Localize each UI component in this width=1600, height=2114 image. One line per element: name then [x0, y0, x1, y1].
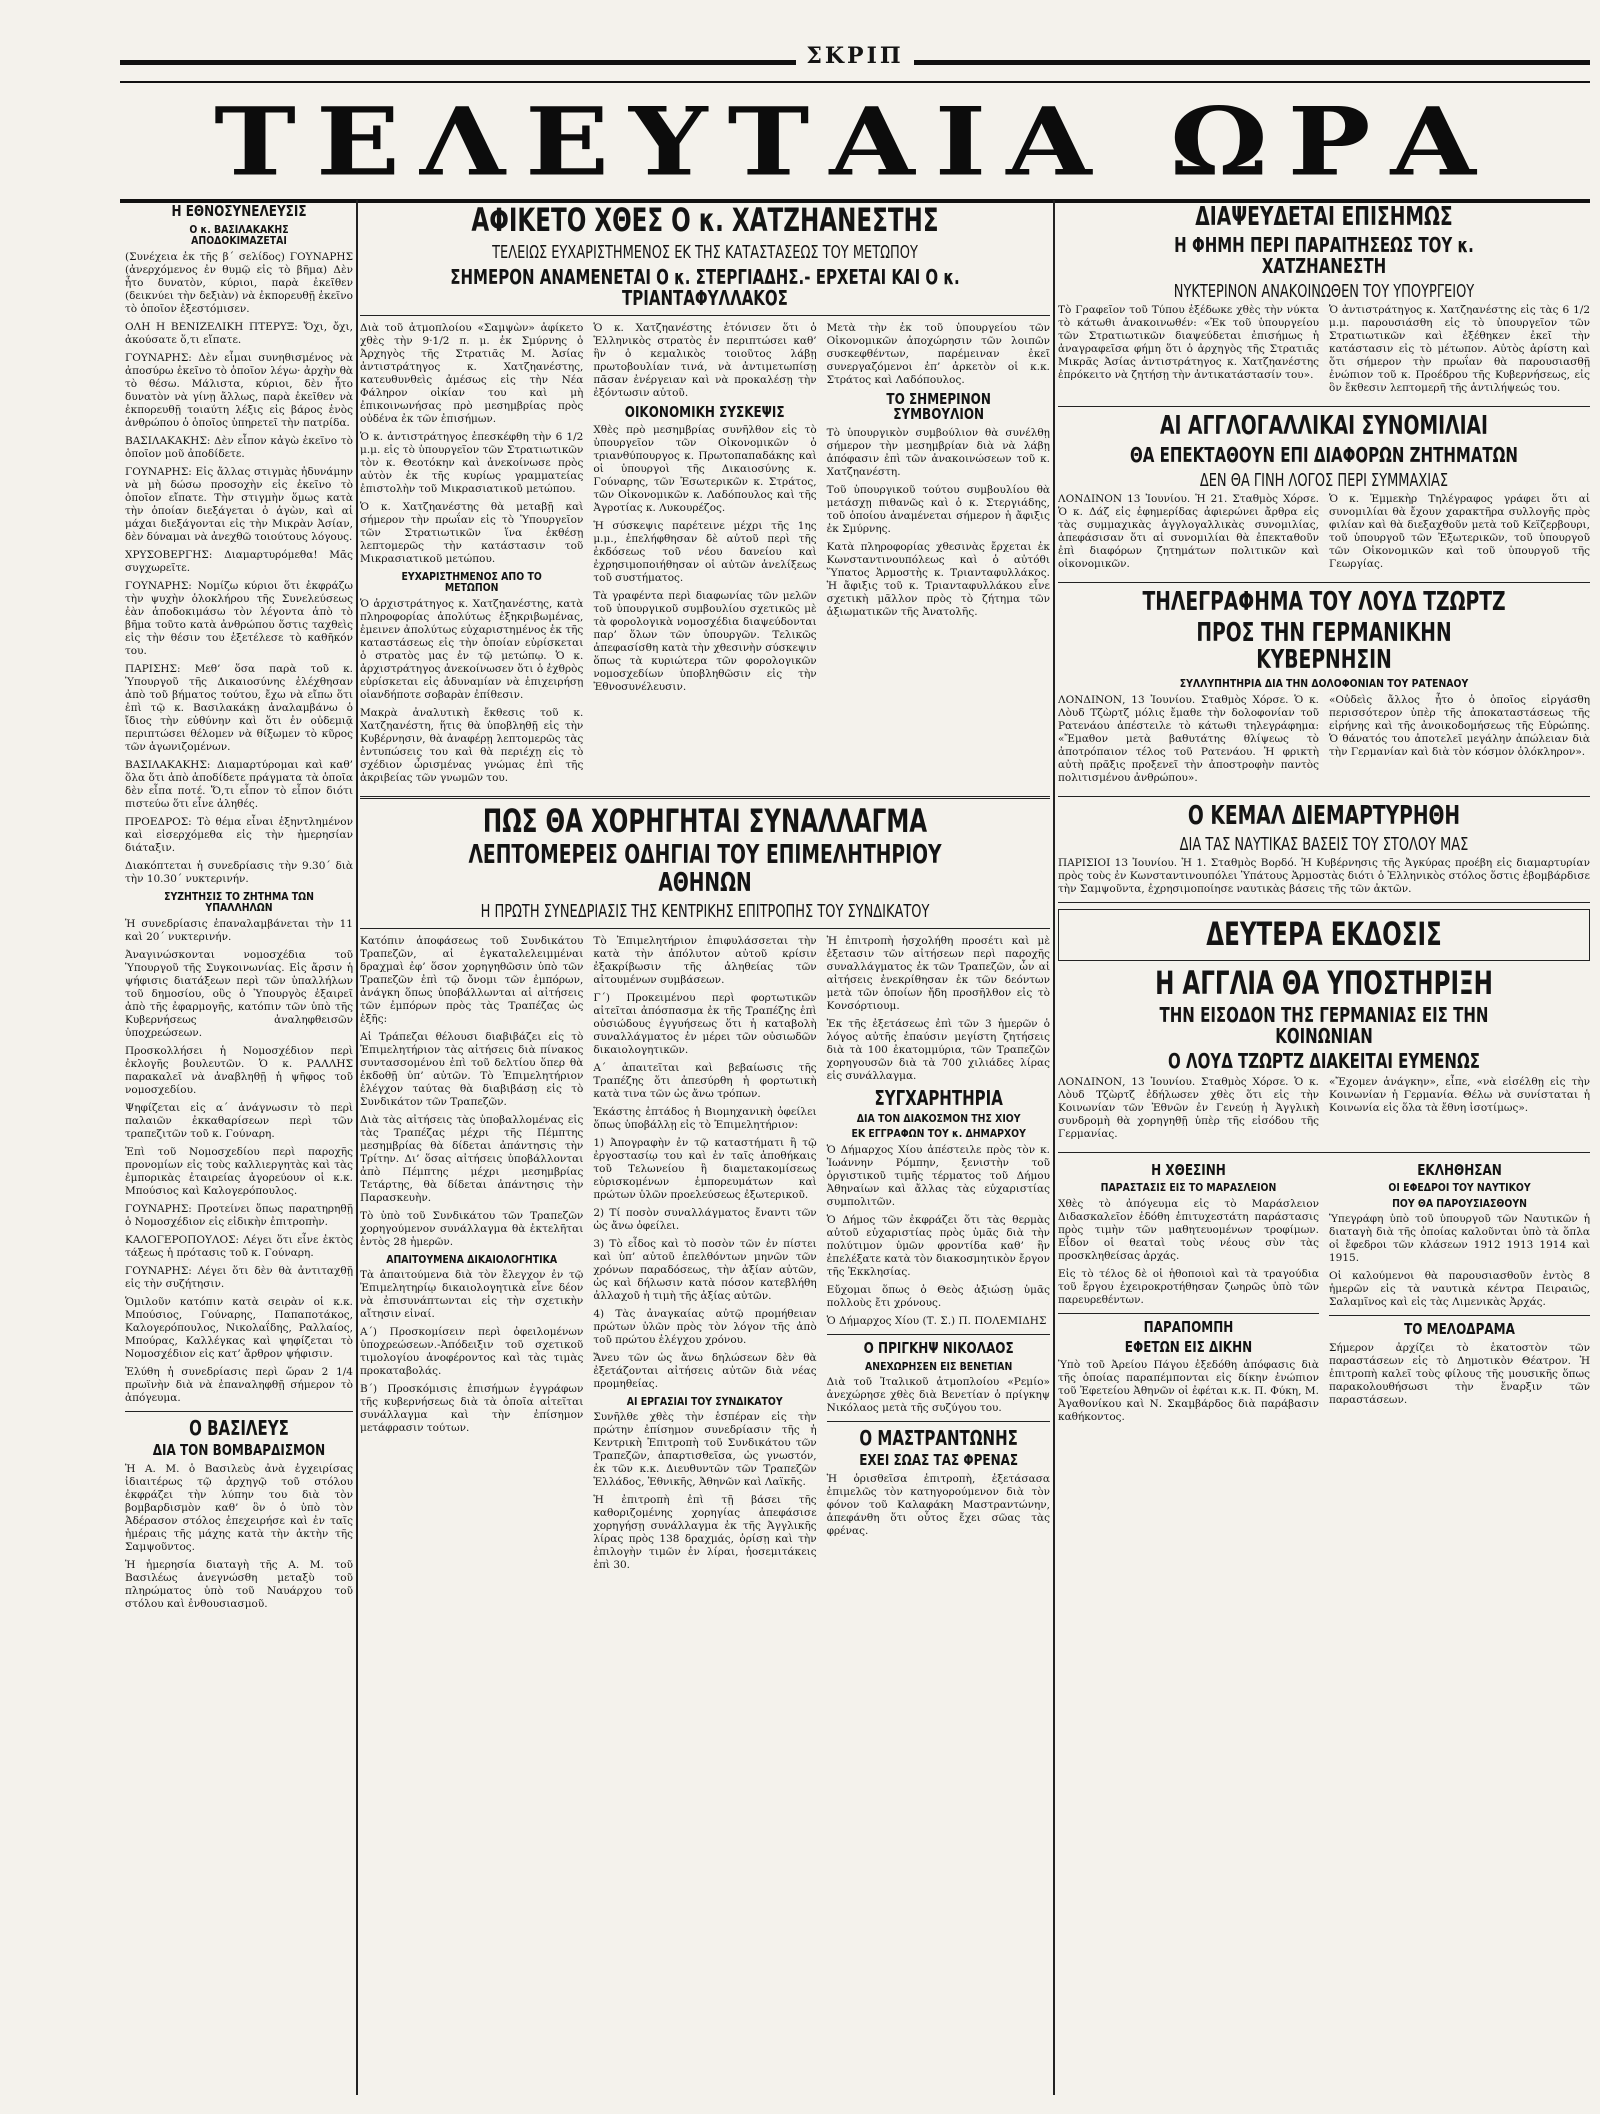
column-divider: [356, 200, 358, 2095]
headline: Η ΧΘΕΣΙΝΗ: [1151, 1160, 1226, 1179]
paragraph: Ὁ ἀντιστράτηγος κ. Χατζηανέστης εἰς τὰς 6 1/2 μ.μ. παρουσιάσθη εἰς τὸ ὑπουργεῖον τῶν Στρατιωτικῶν καὶ ἐξέθηκεν ἐκεῖ τὴν κατάστασιν εἰς τὸ μέτωπον. Αὐτὸς ἀρίστη καὶ ὅτι σήμερον τὴν πρωΐαν θὰ παρουσιασθῇ ἐνώπιον τοῦ κ. Προέδρου τῆς Κυβερνήσεως, εἰς ὃν ἔκθεσιν λεπτομερῆ τῆς ἀντιλήψεώς του.: [1329, 304, 1590, 395]
paragraph: Τὸ ὑπουργικὸν συμβούλιον θὰ συνέλθῃ σήμερον τὴν μεσημβρίαν διὰ νὰ λάβῃ ἀπόφασιν ἐπὶ τῶν ἀνακοινώσεων τοῦ κ. Χατζηανέστη.: [826, 427, 1050, 479]
subheadline: Η ΦΗΜΗ ΠΕΡΙ ΠΑΡΑΙΤΗΣΕΩΣ ΤΟΥ κ. ΧΑΤΖΗΑΝΕΣΤΗ: [1174, 233, 1474, 279]
paragraph: Χθὲς πρὸ μεσημβρίας συνῆλθον εἰς τὸ ὑπουργεῖον τῶν Οἰκονομικῶν ὁ τριανθύπουργος κ. Πρωτοπαπαδάκης καὶ οἱ ὑπουργοὶ τῆς Δικαιοσύνης κ. Γούναρης, τῶν Ἐσωτερικῶν κ. Στράτος, τῶν Οἰκονομικῶν κ. Λαδόπουλος καὶ τῆς Ἀγροτίας κ. Λυκουρέζος.: [593, 424, 817, 515]
paragraph: Ἡ Α. Μ. ὁ Βασιλεὺς ἀνὰ ἐγχειρίσας ἰδιαιτέρως τῷ ἀρχηγῷ τοῦ στόλου ἐκφράζει τὴν λύπην του διὰ τὸν βομβαρδισμὸν καθ’ ὃν ὁ ὑπὸ τὸν Ἀδέρασον στόλος ἐπεχειρήσε καὶ ἐν ταῖς ἡμέραις τῆς μάχης κατὰ τὴν ἀκτὴν τῆς Σαμψοῦντος.: [125, 1462, 353, 1553]
text-column: [1058, 694, 1319, 790]
paragraph: ΠΑΡΙΣΗΣ: Μεθ’ ὅσα παρὰ τοῦ κ. Ὑπουργοῦ τῆς Δικαιοσύνης ἐλέχθησαν ἀπὸ τοῦ βήματος τούτου, ἔχω νὰ εἴπω ὅτι ἐπὶ τῷ κ. Βασιλακάκῃ ἀναλαμβάνω ὁ ἴδιος τὴν εὐθύνην καὶ ὅτι ἐν οὐδεμιᾷ περιπτώσει θέλομεν νὰ θίξωμεν τὸ κῦρος τῶν ἀγωνιζομένων.: [125, 662, 353, 753]
subheadline: ΟΙ ΕΦΕΔΡΟΙ ΤΟΥ ΝΑΥΤΙΚΟΥ: [1388, 1181, 1531, 1195]
paragraph: Ἐπὶ τοῦ Νομοσχεδίου περὶ παροχῆς προνομίων εἰς τοὺς καλλιεργητὰς καὶ τὰς ἐμπορικὰς ἐταιρείας ἀγορεύουν οἱ κ.κ. Μπούσιος καὶ Καλογερόπουλος.: [125, 1145, 353, 1197]
paragraph: Β΄) Προσκόμισις ἐπισήμων ἐγγράφων τῆς κυβερνήσεως διὰ τὰ ὁποῖα αἰτεῖται συνάλλαγμα καὶ τὴν ἐπίσημον μετάφρασιν τούτων.: [360, 1383, 584, 1435]
subheadline: ΑΝΕΧΩΡΗΣΕΝ ΕΙΣ ΒΕΝΕΤΙΑΝ: [864, 1359, 1012, 1373]
subheadline: ΠΑΡΑΣΤΑΣΙΣ ΕΙΣ ΤΟ ΜΑΡΑΣΛΕΙΟΝ: [1100, 1181, 1277, 1195]
paragraph: 1) Ἀπογραφὴν ἐν τῷ καταστήματι ἢ τῷ ἐργοστασίῳ του καὶ ἐν ταῖς ἀποθήκαις τοῦ Τελωνείου ἢ διαμετακομίσεως εὑρισκομένων ἐμπορευμάτων καὶ πρώτων ὑλῶν προελεύσεως ἐξωτερικοῦ.: [593, 1136, 817, 1201]
paragraph: Ὁ κ. Ἐμμεκὴρ Τηλέγραφος γράφει ὅτι αἱ συνομιλίαι θὰ ἔχουν χαρακτῆρα συλλογῆς πρὸς φιλίαν καὶ θὰ διεξαχθοῦν μετὰ τοῦ Κεϊζερβουρι, τοῦ ὑπουργοῦ τῶν Ἐξωτερικῶν, τοῦ ὑπουργοῦ τῶν Οἰκονομικῶν καὶ τοῦ ὑπουργοῦ τῆς Γεωργίας.: [1329, 492, 1590, 570]
middle-column: [360, 200, 1050, 2105]
paragraph: Ἑκάστης ἑπτάδος ἡ Βιομηχανικὴ ὀφείλει ὅπως ὑποβάλλῃ εἰς τὸ Ἐπιμελητήριον:: [593, 1105, 817, 1131]
subheadline: ΣΥΛΛΥΠΗΤΗΡΙΑ ΔΙΑ ΤΗΝ ΔΟΛΟΦΟΝΙΑΝ ΤΟΥ ΡΑΤΕΝΑΟΥ: [1179, 677, 1469, 691]
right-column: [1058, 200, 1590, 2105]
text-column: [593, 322, 816, 790]
headline: ΠΑΡΑΠΟΜΠΗ: [1143, 1317, 1234, 1336]
paragraph: Ψηφίζεται εἰς α΄ ἀνάγνωσιν τὸ περὶ παλαιῶν ἐκκαθαρίσεων περὶ τῶν τραπεζιτῶν τοῦ κ. Γούναρη.: [125, 1101, 353, 1140]
paragraph: Ἡ ὁρισθεῖσα ἐπιτροπὴ, ἐξετάσασα ἐπιμελῶς τὸν κατηγορούμενον διὰ τὸν φόνον τοῦ Καλαφάκη Μαστραντώνην, ἀπεφάνθη ὅτι οὗτος ἔχει σῶας τὰς φρένας.: [826, 1473, 1050, 1538]
headline: Ο ΜΑΣΤΡΑΝΤΩΝΗΣ: [859, 1426, 1018, 1451]
headline: Η ΑΓΓΛΙΑ ΘΑ ΥΠΟΣΤΗΡΙΞΗ: [1155, 963, 1493, 1002]
masthead: [120, 43, 1590, 200]
subheadline: Ο ΛΟΥΔ ΤΖΩΡΤΖ ΔΙΑΚΕΙΤΑΙ ΕΥΜΕΝΩΣ: [1168, 1048, 1480, 1073]
headline: ΑΙ ΑΓΓΛΟΓΑΛΛΙΚΑΙ ΣΥΝΟΜΙΛΙΑΙ: [1160, 411, 1488, 442]
text-column: [827, 935, 1050, 1578]
column-divider: [1053, 200, 1055, 2095]
paragraph: ΒΑΣΙΛΑΚΑΚΗΣ: Διαμαρτύρομαι καὶ καθ’ ὅλα ὅτι ἀπὸ ἀποδίδετε πράγματα τὰ ὁποῖα δὲν εἶπα ποτέ. Ὅ,τι εἶπον τὸ εἶπον διότι πιστεύω ὅτι εἶνε ἀληθές.: [125, 758, 353, 810]
divider: [360, 796, 1050, 799]
paragraph: Ὑπὸ τοῦ Ἀρείου Πάγου ἐξεδόθη ἀπόφασις διὰ τῆς ὁποίας παραπέμπονται εἰς δίκην ἐνώπιον τοῦ Ἐφετείου Ἀθηνῶν οἱ ἐφέται κ.κ. Π. Φύκη, Μ. Ἀγαθονίκου καὶ Ν. Σκαμβάρδος διὰ παράβασιν καθήκοντος.: [1058, 1359, 1319, 1424]
second-edition-box: [1058, 909, 1590, 961]
headline: ΣΥΓΧΑΡΗΤΗΡΙΑ: [874, 1085, 1003, 1110]
article-columns: [360, 935, 1050, 1578]
subheadline: ΕΥΧΑΡΙΣΤΗΜΕΝΟΣ ΑΠΟ ΤΟ ΜΕΤΩΠΟΝ: [401, 569, 542, 595]
subheadline: ΘΑ ΕΠΕΚΤΑΘΟΥΝ ΕΠΙ ΔΙΑΦΟΡΩΝ ΖΗΤΗΜΑΤΩΝ: [1130, 442, 1518, 467]
paragraph: Ὁ Δήμαρχος Χίου (Τ. Σ.) Π. ΠΟΛΕΜΙΔΗΣ: [826, 1314, 1047, 1327]
paragraph: Ὁμιλοῦν κατόπιν κατὰ σειρὰν οἱ κ.κ. Μπούσιος, Γούναρης, Παπαποτάκος, Καλογερόπουλος, Νικολαΐδης, Ραλλαίος, Μπούρας, Καλλέγκας καὶ ψηφίζεται τὸ Νομοσχέδιον εἰς κατ’ ἄρθρον ψήφισιν.: [125, 1295, 353, 1360]
paragraph: ΠΑΡΙΣΙΟΙ 13 Ἰουνίου. Ἡ 1. Σταθμὸς Βορδό. Ἡ Κυβέρνησις τῆς Ἀγκύρας προέβη εἰς διαμαρτυρίαν πρὸς τοὺς ἐν Κωνσταντινουπόλει Ὑπάτους Ἁρμοστὰς διότι ὁ Ἑλληνικὸς στόλος ὅστις ἐβομβάρδισε τὴν Σαμψοῦντα, ἐχρησιμοποίησε ναυτικὰς βάσεις τῆς τῶν ἀκτῶν.: [1058, 857, 1590, 896]
headline: Ο ΒΑΣΙΛΕΥΣ: [189, 1415, 289, 1440]
text-column: [1329, 1076, 1590, 1146]
text-column: [1329, 694, 1590, 790]
paragraph: Διὰ τοῦ ἀτμοπλοίου «Σαμψὼν» ἀφίκετο χθὲς τὴν 9·1/2 π. μ. ἐκ Σμύρνης ὁ Ἀρχηγὸς τῆς Στρατιᾶς Μ. Ἀσίας ἀντιστράτηγος κ. Χατζηανέστης, κατευθυνθεὶς ἀμέσως εἰς τὴν Νέα Φάληρον οἰκίαν του καὶ μὴ ἐπικοινωνήσας πρὸ μεσημβρίας πρὸς οὐδένα ἐκ τῶν ἐπισήμων.: [360, 321, 584, 425]
text-column: [1329, 304, 1590, 400]
subheadline: ΔΕΝ ΘΑ ΓΙΝΗ ΛΟΓΟΣ ΠΕΡΙ ΣΥΜΜΑΧΙΑΣ: [1199, 469, 1449, 491]
headline: ΔΕΥΤΕΡΑ ΕΚΔΟΣΙΣ: [1206, 915, 1442, 954]
headline: ΠΩΣ ΘΑ ΧΟΡΗΓΗΤΑΙ ΣΥΝΑΛΛΑΓΜΑ: [482, 801, 928, 840]
paragraph: (Συνέχεια ἐκ τῆς β΄ σελίδος) ΓΟΥΝΑΡΗΣ (ἀνερχόμενος ἐν θυμῷ εἰς τὸ βῆμα) Δὲν ἦτο δυνατὸν, κύριοι, παρὰ ἐκεῖθεν (δεικνύει τὴν δεξιὰν) νὰ ἐκπορευθῇ ἐκεῖνο τὸ ὁποῖον ἐξεστόμισεν.: [125, 250, 353, 315]
paragraph: Κατόπιν ἀποφάσεως τοῦ Συνδικάτου Τραπεζῶν, αἱ ἐγκαταλελειμμέναι δραχμαὶ ἐφ’ ὅσον χορηγηθῶσιν ὑπὸ τῶν Τραπεζῶν ἐπὶ τῷ ὄνομι τῶν ἐμπόρων, ἀνάγκη ὅπως ὑποβάλλωνται αἱ αἰτήσεις τῶν ἐμπόρων πρὸς τὰς Τραπέζας ὡς ἑξῆς:: [360, 934, 584, 1025]
subheadline: ΝΥΚΤΕΡΙΝΟΝ ΑΝΑΚΟΙΝΩΘΕΝ ΤΟΥ ΥΠΟΥΡΓΕΙΟΥ: [1173, 281, 1475, 303]
subheadline: ΔΙΑ ΤΟΝ ΒΟΜΒΑΡΔΙΣΜΟΝ: [152, 1440, 326, 1459]
paragraph: Σήμερον ἀρχίζει τὸ ἑκατοστὸν τῶν παραστάσεων εἰς τὸ Δημοτικὸν Θέατρον. Ἡ ἐπιτροπὴ καλεῖ τοὺς φίλους τῆς μουσικῆς ὅπως παρακολουθήσωσι τὴν ἔναρξιν τῶν παραστάσεων.: [1329, 1342, 1590, 1407]
paragraph: Διὰ τοῦ Ἰταλικοῦ ἀτμοπλοίου «Ρεμίο» ἀνεχώρησε χθὲς διὰ Βενετίαν ὁ πρίγκηψ Νικόλαος μετὰ τῆς συζύγου του.: [826, 1376, 1050, 1415]
paragraph: Χθὲς τὸ ἀπόγευμα εἰς τὸ Μαράσλειον Διδασκαλεῖον ἐδόθη ἐπιτυχεστάτη παράστασις πρὸς τιμὴν τῶν μαθητευομένων τροφίμων. Εἶδον οἱ θεαταὶ τοὺς νέους σὺν τὰς προσκληθείσας ἀρχάς.: [1058, 1197, 1319, 1262]
article-columns: [1058, 493, 1590, 576]
paragraph: Ἀναγινώσκονται νομοσχέδια τοῦ Ὑπουργοῦ τῆς Συγκοινωνίας. Εἰς ἄρσιν ἡ ψήφισις διατάξεων περὶ τῶν ὑπαλλήλων τοῦ δημοσίου, οὓς ὁ Ὑπουργὸς ἐξαιρεῖ ἀπὸ τῆς ἐφαρμογῆς, κατόπιν τῶν ὑπὸ τῆς Κυβερνήσεως ἀναληφθεισῶν ὑποχρεώσεων.: [125, 948, 353, 1039]
text-column: [1058, 1159, 1319, 1430]
text-column: [593, 935, 816, 1578]
divider: [827, 1334, 1050, 1335]
paragraph: Ἐλύθη ἡ συνεδρίασις περὶ ὥραν 2 1/4 πρωϊνὴν διὰ νὰ ἐπαναληφθῇ σήμερον τὸ ἀπόγευμα.: [125, 1365, 353, 1404]
paragraph: Ἡ ἡμερησία διαταγὴ τῆς Α. Μ. τοῦ Βασιλέως ἀνεγνώσθη μεταξὺ τοῦ πληρώματος ὑπὸ τοῦ Ναυάρχου τοῦ στόλου καὶ ἐνθουσιασμοῦ.: [125, 1558, 353, 1610]
paragraph: Προσκολλήσει ἡ Νομοσχέδιον περὶ ἐκλογῆς βουλευτῶν. Ὁ κ. ΡΑΛΛΗΣ παρακαλεῖ νὰ ἀναβληθῇ ἡ ψῆφος τοῦ νομοσχεδίου.: [125, 1044, 353, 1096]
paragraph: Ὁ Δήμος τῶν ἐκφράζει ὅτι τὰς θερμὰς αὐτοῦ εὐχαριστίας πρὸς ὑμᾶς διὰ τὴν πολύτιμον ὑμῶν φροντίδα καθ’ ἣν ἐπελέξατε κατὰ τὸν διακοσμητικὸν ἔργον τῆς Ἐκκλησίας.: [826, 1213, 1050, 1278]
paragraph: Ἄνευ τῶν ὡς ἄνω δηλώσεων δὲν θὰ ἐξετάζονται αἰτήσεις αὐτῶν διὰ νέας προμηθείας.: [593, 1351, 817, 1390]
paragraph: Διακόπτεται ἡ συνεδρίασις τὴν 9.30΄ διὰ τὴν 10.30΄ νυκτερινήν.: [125, 859, 353, 885]
paragraph: ΓΟΥΝΑΡΗΣ: Λέγει ὅτι δὲν θὰ ἀντιταχθῇ εἰς τὴν συζήτησιν.: [125, 1264, 353, 1290]
divider: [1058, 796, 1590, 797]
article-columns: [1058, 1076, 1590, 1146]
paragraph: Ἡ ἐπιτροπὴ ἠσχολήθη προσέτι καὶ μὲ ἐξετασιν τῶν αἰτήσεων περὶ παροχῆς συναλλάγματος ἐκ τῶν Τραπεζῶν, ὧν αἱ αἰτήσεις ἐνεκρίθησαν ἐκ τῶν δεόντων μετὰ τῶν ὁποίων ἤδη προσῆλθον εἰς τὸ Κονσόρτιουμ.: [826, 934, 1050, 1012]
paragraph: Τὸ ὑπὸ τοῦ Συνδικάτου τῶν Τραπεζῶν χορηγούμενον συνάλλαγμα θὰ ἐκτελῆται ἐντὸς 28 ἡμερῶν.: [360, 1209, 584, 1248]
subheadline: ΕΚ ΕΓΓΡΑΦΩΝ ΤΟΥ κ. ΔΗΜΑΡΧΟΥ: [851, 1127, 1026, 1141]
headline: Ο ΚΕΜΑΛ ΔΙΕΜΑΡΤΥΡΗΘΗ: [1187, 801, 1461, 832]
divider: [125, 1411, 353, 1412]
subheadline: Ο κ. ΒΑΣΙΛΑΚΑΚΗΣ ΑΠΟΔΟΚΙΜΑΖΕΤΑΙ: [189, 222, 289, 248]
paragraph: Ὁ Δήμαρχος Χίου ἀπέστειλε πρὸς τὸν κ. Ἰωάννην Ρόμπην, ξενιστὴν τοῦ ὁργιστικοῦ τιμῆς τέρματος τοῦ Δήμου Ἀθηναίων καὶ ἄλλας τὰς εὐχαριστίας συμπολιτῶν.: [826, 1143, 1050, 1208]
subheadline: ΕΦΕΤΩΝ ΕΙΣ ΔΙΚΗΝ: [1124, 1337, 1253, 1356]
paragraph: ΓΟΥΝΑΡΗΣ: Δὲν εἶμαι συνηθισμένος νὰ ἀποσύρω ἐκεῖνο τὸ ὁποῖον λέγω· ἀρχὴν θὰ τὸ θέσω. Μάλιστα, κύριοι, δὲν ἦτο δυνατὸν νὰ γίνῃ ἄλλως, παρὰ ἐκεῖθεν νὰ ἐκπορευθῇ τοιαύτη λέξις εἰς βάρος ἑνὸς ἀνθρώπου ὁ ὁποῖος ὑπηρετεῖ τὴν πατρίδα.: [125, 351, 353, 429]
headline: Η ΕΘΝΟΣΥΝΕΛΕΥΣΙΣ: [171, 202, 307, 220]
divider: [1058, 406, 1590, 407]
paragraph: Κατὰ πληροφορίας χθεσινὰς ἔρχεται ἐκ Κωνσταντινουπόλεως καὶ ὁ αὐτόθι Ὕπατος Ἁρμοστὴς κ. Τριανταφυλλάκος. Ἡ ἄφιξις τοῦ κ. Τριανταφυλλάκου εἶνε σχετικὴ μᾶλλον πρὸς τὸ ζήτημα τῶν ἀξιωματικῶν τῆς Ἀνατολῆς.: [826, 541, 1050, 619]
paragraph: Ὁ κ. ἀντιστράτηγος ἐπεσκέφθη τὴν 6 1/2 μ.μ. εἰς τὸ ὑπουργεῖον τῶν Στρατιωτικῶν τὸν κ. Θεοτόκην καὶ ἀνεκοίνωσε πρὸς αὐτὸν ἐκ τῆς κυρίως γραμματείας ἐπιστολὴν τοῦ Μικρασιατικοῦ μετώπου.: [360, 430, 584, 495]
divider: [1058, 902, 1590, 903]
text-column: [360, 935, 583, 1578]
paragraph: Α΄) Προσκομίσειν περὶ ὀφειλομένων ὑποχρεώσεων.-Ἀπόδειξιν τοῦ σχετικοῦ τιμολογίου ἀνοφέροντος καὶ τὰς τιμὰς προκαταβολάς.: [360, 1326, 584, 1378]
text-column: [1058, 1076, 1319, 1146]
paragraph: ΓΟΥΝΑΡΗΣ: Εἰς ἄλλας στιγμὰς ἠδυνάμην νὰ μὴ δώσω προσοχὴν εἰς ἐκεῖνο τὸ ὁποῖον εἴπατε. Τὴν στιγμὴν ὅμως κατὰ τὴν ὁποίαν διεξάγεται ὁ ἀγὼν, καὶ αἱ μάχαι διεξάγονται εἰς τὴν Μικρὰν Ἀσίαν, δὲν δύναμαι νὰ ἀνεχθῶ τοιούτους λόγους.: [125, 465, 353, 543]
headline: ΔΙΑΨΕΥΔΕΤΑΙ ΕΠΙΣΗΜΩΣ: [1195, 202, 1453, 232]
paragraph: ΟΛΗ Η ΒΕΝΙΖΕΛΙΚΗ ΠΤΕΡΥΞ: Ὄχι, ὄχι, ἀκούσατε ὅ,τι εἴπατε.: [125, 320, 353, 346]
headline: ΑΦΙΚΕΤΟ ΧΘΕΣ Ο κ. ΧΑΤΖΗΑΝΕΣΤΗΣ: [471, 201, 939, 239]
left-column: [125, 200, 353, 2105]
paragraph: ΒΑΣΙΛΑΚΑΚΗΣ: Δὲν εἶπον κἀγὼ ἐκεῖνο τὸ ὁποῖον μοῦ ἀποδίδετε.: [125, 434, 353, 460]
paragraph: «Οὐδεὶς ἄλλος ἦτο ὁ ὁποῖος εἰργάσθη περισσότερον ὑπὲρ τῆς ἀποκαταστάσεως τῆς εἰρήνης καὶ τῆς ἀνοικοδομήσεως τῆς Εὐρώπης. Ὁ θάνατός του ἀποτελεῖ μεγάλην ἀπώλειαν διὰ τὴν Γερμανίαν καὶ διὰ τὸν κόσμον ὁλόκληρον».: [1329, 694, 1590, 759]
headline: ΕΚΛΗΘΗΣΑΝ: [1417, 1160, 1502, 1179]
subheadline: Η ΠΡΩΤΗ ΣΥΝΕΔΡΙΑΣΙΣ ΤΗΣ ΚΕΝΤΡΙΚΗΣ ΕΠΙΤΡΟΠΗΣ ΤΟΥ ΣΥΝΔΙΚΑΤΟΥ: [480, 900, 930, 922]
paragraph: ΛΟΝΔΙΝΟΝ 13 Ἰουνίου. Ἡ 21. Σταθμὸς Χόρσε. Ὁ κ. Δάζ εἰς ἐφημερίδας ἀφιερώνει ἄρθρα εἰς τὰς συμμαχικὰς ἀγγλογαλλικὰς συνομιλίας, ἀπεφάσισαν ὅτι αἱ συνομιλίαι θὰ ἐπεκταθοῦν ἐπὶ διαφόρων ζητημάτων πολιτικῶν καὶ οἰκονομικῶν.: [1058, 492, 1319, 570]
paragraph: 2) Τί ποσὸν συναλλάγματος ἔναντι τῶν ὡς ἄνω ὀφείλει.: [593, 1206, 817, 1232]
masthead-top-rule: [120, 43, 1590, 83]
paragraph: Ἡ ἐπιτροπὴ ἐπὶ τῇ βάσει τῆς καθοριζομένης χορηγίας ἀπεφάσισε χορηγήσῃ συνάλλαγμα ἐκ τῆς Ἀγγλικῆς λίρας πρὸς 138 δραχμάς, ὁρίσῃ καὶ τὴν ἐπιλογὴν τιμῶν ἐν λίραι, ἠοσεμιτάκεις ἐπὶ 30.: [593, 1494, 817, 1572]
paragraph: Διὰ τὰς αἰτήσεις τὰς ὑποβαλλομένας εἰς τὰς Τραπέζας μέχρι τῆς Πέμπτης μεσημβρίας θὰ δίδεται ἀπάντησις τὴν Τρίτην. Δι’ ὅσας αἰτήσεις ὑποβάλλονται ἀπὸ Πέμπτης μέχρι μεσημβρίας Τετάρτης, θὰ δίδεται ἀπάντησις τὴν Παρασκευὴν.: [360, 1113, 584, 1204]
paragraph: Ὑπεγράφη ὑπὸ τοῦ ὑπουργοῦ τῶν Ναυτικῶν ἡ διαταγὴ διὰ τῆς ὁποίας καλοῦνται ὑπὸ τὰ ὅπλα οἱ ἔφεδροι τῶν κλάσεων 1912 1913 1914 καὶ 1915.: [1329, 1213, 1590, 1265]
headline: ΤΟ ΣΗΜΕΡΙΝΟΝ ΣΥΜΒΟΥΛΙΟΝ: [886, 389, 991, 424]
subheadline: ΤΗΝ ΕΙΣΟΔΟΝ ΤΗΣ ΓΕΡΜΑΝΙΑΣ ΕΙΣ ΤΗΝ ΚΟΙΝΩΝΙΑΝ: [1159, 1002, 1489, 1048]
article-columns: [1058, 694, 1590, 790]
headline: ΣΥΖΗΤΗΣΙΣ ΤΟ ΖΗΤΗΜΑ ΤΩΝ ΥΠΑΛΛΗΛΩΝ: [164, 889, 314, 915]
paragraph: Εὔχομαι ὅπως ὁ Θεὸς ἀξιώσῃ ὑμᾶς πολλοὺς ἔτι χρόνους.: [826, 1283, 1050, 1309]
paragraph: Ὁ ἀρχιστράτηγος κ. Χατζηανέστης, κατὰ πληροφορίας ἀπολύτως ἐξηκριβωμένας, ἐμεινεν ἀπολύτως εὐχαριστημένος ἐκ τῆς καταστάσεως εἰς τὴν ὁποίαν εὑρίσκεται ὁ στρατὸς μας ἐν τῷ μετώπῳ. Ὁ κ. ἀρχιστράτηγος ἀνεκοίνωσεν ὅτι ὁ ἐχθρὸς εὑρίσκεται εἰς ἀδυναμίαν νὰ ἐπιχειρήσῃ οἱανδήποτε σοβαρὰν ἐπίθεσιν.: [360, 597, 584, 701]
paragraph: Ὁ κ. Χατζηανέστης θὰ μεταβῇ καὶ σήμερον τὴν πρωΐαν εἰς τὸ Ὑπουργεῖον τῶν Στρατιωτικῶν ἵνα ἐκθέσῃ λεπτομερῶς τὴν κατάστασιν τοῦ Μικρασιατικοῦ μετώπου.: [360, 500, 584, 565]
paragraph: Τὰ γραφέντα περὶ διαφωνίας τῶν μελῶν τοῦ ὑπουργικοῦ συμβουλίου σχετικῶς μὲ τὰ φορολογικὰ νομοσχέδια διαψεύδονται παρ’ ὅλων τῶν ὑπουργῶν. Τελικῶς ἀπεφασίσθη κατὰ τὴν χθεσινὴν σύσκεψιν ὅπως τὰ κυριώτερα τῶν φορολογικῶν νομοσχεδίων ὑποβληθῶσιν εἰς τὴν Ἐθνοσυνέλευσιν.: [593, 590, 817, 694]
text-column: [827, 322, 1050, 790]
headline: ΟΙΚΟΝΟΜΙΚΗ ΣΥΣΚΕΨΙΣ: [625, 402, 785, 421]
paragraph: ΧΡΥΣΟΒΕΡΓΗΣ: Διαμαρτυρόμεθα! Μᾶς συγχωρεῖτε.: [125, 548, 353, 574]
paragraph: Ὁ κ. Χατζηανέστης ἐτόνισεν ὅτι ὁ Ἑλληνικὸς στρατὸς ἐν περιπτώσει καθ’ ἣν ὁ κεμαλικὸς τοιοῦτος λάβῃ πρωτοβουλίαν τινά, νὰ ἀντιμετωπίσῃ πᾶσαν ἐνέργειαν καὶ νὰ προκαλέσῃ τὴν ἐξόντωσιν αὐτοῦ.: [593, 321, 817, 399]
paragraph: ΓΟΥΝΑΡΗΣ: Προτείνει ὅπως παρατηρηθῇ ὁ Νομοσχέδιον εἰς εἰδικὴν ἐπιτροπὴν.: [125, 1202, 353, 1228]
paragraph: Τὸ Γραφεῖον τοῦ Τύπου ἐξέδωκε χθὲς τὴν νύκτα τὸ κάτωθι ἀνακοινωθέν: «Ἐκ τοῦ ὑπουργείου τῶν Στρατιωτικῶν διαψεύδεται ἐπισήμως ἡ ἀναγραφεῖσα φήμη ὅτι ὁ ἀρχηγὸς τῆς Στρατιᾶς Μικρᾶς Ἀσίας ἀντιστράτηγος κ. Χατζηανέστης ἐπρόκειτο νὰ ζητήσῃ τὴν ἀντικατάστασίν του».: [1058, 304, 1319, 382]
article-columns: [360, 322, 1050, 790]
divider: [360, 928, 1050, 929]
newspaper-name: ΣΚΡΙΠ: [796, 43, 913, 69]
paragraph: Τὰ ἀπαιτούμενα διὰ τὸν ἔλεγχον ἐν τῷ Ἐπιμελητηρίῳ δικαιολογητικὰ εἶνε δέον νὰ ἐπισυνάπτωνται εἰς τὴν σχετικὴν αἴτησιν εἰναί.: [360, 1269, 584, 1321]
paragraph: Μακρὰ ἀναλυτικὴ ἔκθεσις τοῦ κ. Χατζηανέστη, ἥτις θὰ ὑποβληθῇ εἰς τὴν Κυβέρνησιν, θὰ ἀναφέρῃ λεπτομερῶς τὰς ἐντυπώσεις του καὶ θὰ περιέχῃ εἰς τὸ σχέδιον ὧρισμένας γνώμας ἐπὶ τῆς ἀκριβείας τῶν γνωμῶν του.: [360, 706, 584, 784]
paragraph: Μετὰ τὴν ἐκ τοῦ ὑπουργείου τῶν Οἰκονομικῶν ἀποχώρησιν τῶν λοιπῶν συσκεφθέντων, παρέμειναν ἐκεῖ συνεργαζόμενοι ἐπ’ ἀρκετὸν οἱ κ.κ. Στράτος καὶ Λαδόπουλος.: [826, 321, 1050, 386]
text-column: [1329, 1159, 1590, 1430]
text-column: [360, 322, 583, 790]
paragraph: Ἡ σύσκεψις παρέτεινε μέχρι τῆς 1ης μ.μ., ἐπελήφθησαν δὲ αὐτοῦ περὶ τῆς ἐκδόσεως τοῦ νέου δανείου καὶ ἐχρησιμοποιήθησαν οἱ αὐτῶν ἀνελίξεως τοῦ συστήματος.: [593, 520, 817, 585]
paragraph: Γ΄) Προκειμένου περὶ φορτωτικῶν αἰτεῖται ἀπόσπασμα ἐκ τῆς Τραπέζης ἐπὶ οὐσιώδους ἐγγυήσεως ὅτι ἡ καταβολὴ συναλλάγματος ἐν μέρει τῶν οὐσιωδῶν δικαιολογητικῶν.: [593, 991, 817, 1056]
paragraph: Τὸ Ἐπιμελητήριον ἐπιφυλάσσεται τὴν κατὰ τὴν ἀπόλυτον αὐτοῦ κρίσιν ἐξακρίβωσιν τῆς ἀληθείας τῶν αἰτουμένων συμβάσεων.: [593, 934, 817, 986]
text-column: [1058, 304, 1319, 400]
paragraph: Συνῆλθε χθὲς τὴν ἑσπέραν εἰς τὴν πρώτην ἐπίσημον συνεδρίασιν τῆς ἡ Κεντρικὴ Ἐπιτροπὴ τοῦ Συνδικάτου τῶν Τραπεζῶν, ἀπαρτισθεῖσα, ὡς γνωστόν, ἐκ τῶν κ.κ. Διευθυντῶν τῶν Τραπεζῶν Ἑλλάδος, Ἐθνικῆς, Ἀθηνῶν καὶ Λαϊκῆς.: [593, 1411, 817, 1489]
article-columns: [1058, 1159, 1590, 1430]
subheadline: ΔΙΑ ΤΟΝ ΔΙΑΚΟΣΜΟΝ ΤΗΣ ΧΙΟΥ: [856, 1111, 1021, 1125]
subheadline: ΠΟΥ ΘΑ ΠΑΡΟΥΣΙΑΣΘΟΥΝ: [1392, 1196, 1527, 1210]
paragraph: Ἡ συνεδρίασις ἐπαναλαμβάνεται τὴν 11 καὶ 20΄ νυκτερινήν.: [125, 917, 353, 943]
paragraph: ΠΡΟΕΔΡΟΣ: Τὸ θέμα εἶναι ἐξηντλημένον καὶ εἰσερχόμεθα εἰς τὴν ἡμερησίαν διάταξιν.: [125, 815, 353, 854]
paragraph: «Ἔχομεν ἀνάγκην», εἶπε, «νὰ εἰσέλθῃ εἰς τὴν Κοινωνίαν ἡ Γερμανία. Θέλω νὰ συνίσταται ἡ Κοινωνία εἰς ὅλα τὰ ἔθνη ἰσοτίμως».: [1329, 1075, 1590, 1114]
paragraph: Εἰς τὸ τέλος δὲ οἱ ἡθοποιοὶ καὶ τὰ τραγούδια τοῦ ἔργου ἐχειροκροτήθησαν ζωηρῶς ὑπὸ τῶν παρευρεθέντων.: [1058, 1267, 1319, 1306]
divider: [1058, 1152, 1590, 1153]
paragraph: Τοῦ ὑπουργικοῦ τούτου συμβουλίου θὰ μετάσχῃ πιθανῶς καὶ ὁ κ. Στεργιάδης, τοῦ ὁποίου ἀναμένεται σήμερον ἡ ἄφιξις ἐκ Σμύρνης.: [826, 484, 1050, 536]
paragraph: ΚΑΛΟΓΕΡΟΠΟΥΛΟΣ: Λέγει ὅτι εἶνε ἐκτὸς τάξεως ἡ πρότασις τοῦ κ. Γούναρη.: [125, 1233, 353, 1259]
text-column: [1058, 493, 1319, 576]
subheadline: ΠΡΟΣ ΤΗΝ ΓΕΡΜΑΝΙΚΗΝ ΚΥΒΕΡΝΗΣΙΝ: [1196, 617, 1452, 676]
headline: Ο ΠΡΙΓΚΗΨ ΝΙΚΟΛΑΟΣ: [863, 1338, 1014, 1357]
paragraph: Ἐκ τῆς ἐξετάσεως ἐπὶ τῶν 3 ἡμερῶν ὁ λόγος αὐτῆς ἐπαύσιν μεγίστη ζητήσεις διὰ τὰ 100 ἐκατομμύρια, τῶν Τραπεζῶν χορηγουσῶν διὰ τὰ 700 χιλιάδες λίρας εἰς συνάλλαγμα.: [826, 1017, 1050, 1082]
paragraph: Α΄ ἀπαιτεῖται καὶ βεβαίωσις τῆς Τραπέζης ὅτι ἀπεσύρθη ἡ φορτωτικὴ κατὰ τινα τῶν ὡς ἄνω τρόπων.: [593, 1061, 817, 1100]
paragraph: Οἱ καλούμενοι θὰ παρουσιασθοῦν ἐντὸς 8 ἡμερῶν εἰς τὰ ναυτικὰ κέντρα Πειραιῶς, Σαλαμῖνος καὶ εἰς τὰς Λιμενικὰς Ἀρχάς.: [1329, 1270, 1590, 1309]
article-columns: [1058, 304, 1590, 400]
divider: [1058, 1313, 1319, 1314]
section-title: ΤΕΛΕΥΤΑΙΑ ΩΡΑ: [214, 86, 1496, 197]
subheadline: ΑΙ ΕΡΓΑΣΙΑΙ ΤΟΥ ΣΥΝΔΙΚΑΤΟΥ: [627, 1394, 783, 1408]
paragraph: 3) Τὸ εἶδος καὶ τὸ ποσὸν τῶν ἐν πίστει καὶ ὑπ’ αὐτοῦ ἐπελθόντων μηνῶν τῶν χρόνων παραδόσεως, τὴν ἀξίαν αὐτῶν, ὡς καὶ δήλωσιν κατὰ πόσον κατεβλήθη ἀλλαχοῦ ἡ τιμὴ τῆς ἀξίας αὐτῶν.: [593, 1237, 817, 1302]
subheadline: ΛΕΠΤΟΜΕΡΕΙΣ ΟΔΗΓΙΑΙ ΤΟΥ ΕΠΙΜΕΛΗΤΗΡΙΟΥ ΑΘΗΝΩΝ: [468, 840, 942, 898]
divider: [360, 315, 1050, 316]
subheadline: ΣΗΜΕΡΟΝ ΑΝΑΜΕΝΕΤΑΙ Ο κ. ΣΤΕΡΓΙΑΔΗΣ.- ΕΡΧΕΤΑΙ ΚΑΙ Ο κ. ΤΡΙΑΝΤΑΦΥΛΛΑΚΟΣ: [450, 264, 960, 310]
paragraph: 4) Τὰς ἀναγκαίας αὐτῷ προμήθειαν πρώτων ὑλῶν πρὸς τὸν λόγον τῆς ἀπὸ τοῦ πρώτου ἐλέγχου χρόνου.: [593, 1307, 817, 1346]
paragraph: Αἱ Τράπεζαι θέλουσι διαβιβάζει εἰς τὸ Ἐπιμελητήριον τὰς αἰτήσεις διὰ πίνακος συντασσομένου ἐπὶ τοῦ δελτίου ὅπερ θὰ ἐκδοθῇ ὑπ’ αὐτῶν. Τὸ Ἐπιμελητήριον ἐλέγχον ταύτας θὰ διαβιβάσῃ εἰς τὸ Συνδικάτον τῶν Τραπεζῶν.: [360, 1030, 584, 1108]
paragraph: ΓΟΥΝΑΡΗΣ: Νομίζω κύριοι ὅτι ἐκφράζω τὴν ψυχὴν ὁλοκλήρου τῆς Συνελεύσεως ἐὰν ἀποδοκιμάσω τὸν λέγοντα ἀπὸ τὸ βῆμα τοῦτο κατὰ ἀνθρώπου ὅστις ταχθεὶς εἰς τὴν θέσιν του ἐξετέλεσε τὸ καθῆκόν του.: [125, 579, 353, 657]
subheadline: ΔΙΑ ΤΑΣ ΝΑΥΤΙΚΑΣ ΒΑΣΕΙΣ ΤΟΥ ΣΤΟΛΟΥ ΜΑΣ: [1179, 834, 1469, 856]
subheadline: ΤΕΛΕΙΩΣ ΕΥΧΑΡΙΣΤΗΜΕΝΟΣ ΕΚ ΤΗΣ ΚΑΤΑΣΤΑΣΕΩΣ ΤΟΥ ΜΕΤΩΠΟΥ: [492, 241, 918, 263]
subheadline: ΑΠΑΙΤΟΥΜΕΝΑ ΔΙΚΑΙΟΛΟΓΗΤΙΚΑ: [386, 1252, 558, 1266]
headline: ΤΗΛΕΓΡΑΦΗΜΑ ΤΟΥ ΛΟΥΔ ΤΖΩΡΤΖ: [1142, 586, 1506, 617]
text-column: [1329, 493, 1590, 576]
paragraph: ΛΟΝΔΙΝΟΝ, 13 Ἰουνίου. Σταθμὸς Χόρσε. Ὁ κ. Λὸυδ Τζὼρτζ μόλις ἔμαθε τὴν δολοφονίαν τοῦ Ρατενάου ἀπέστειλε τὸ κάτωθι τηλεγράφημα: «Ἔμαθον μετὰ βαθυτάτης θλίψεως τὸ ἀποτρόπαιον τέλος τοῦ Ρατενάου. Ἡ φρικτὴ αὐτὴ πρᾶξις προξενεῖ τὴν ἀποστροφὴν παντὸς πολιτισμένου ἀνθρώπου».: [1058, 694, 1319, 785]
divider: [1329, 1315, 1590, 1316]
headline: ΤΟ ΜΕΛΟΔΡΑΜΑ: [1404, 1320, 1515, 1339]
subheadline: ΕΧΕΙ ΣΩΑΣ ΤΑΣ ΦΡΕΝΑΣ: [858, 1451, 1018, 1470]
divider: [827, 1421, 1050, 1422]
divider: [1058, 582, 1590, 583]
paragraph: ΛΟΝΔΙΝΟΝ, 13 Ἰουνίου. Σταθμὸς Χόρσε. Ὁ κ. Λὸυδ Τζὼρτζ ἐδήλωσεν χθὲς ὅτι εἰς τὴν Κοινωνίαν τῶν Ἐθνῶν ἐν Γενεύῃ ἡ Ἀγγλικὴ συνδρομὴ θὰ χορηγηθῇ ὑπὲρ τῆς εἰσόδου τῆς Γερμανίας.: [1058, 1075, 1319, 1140]
